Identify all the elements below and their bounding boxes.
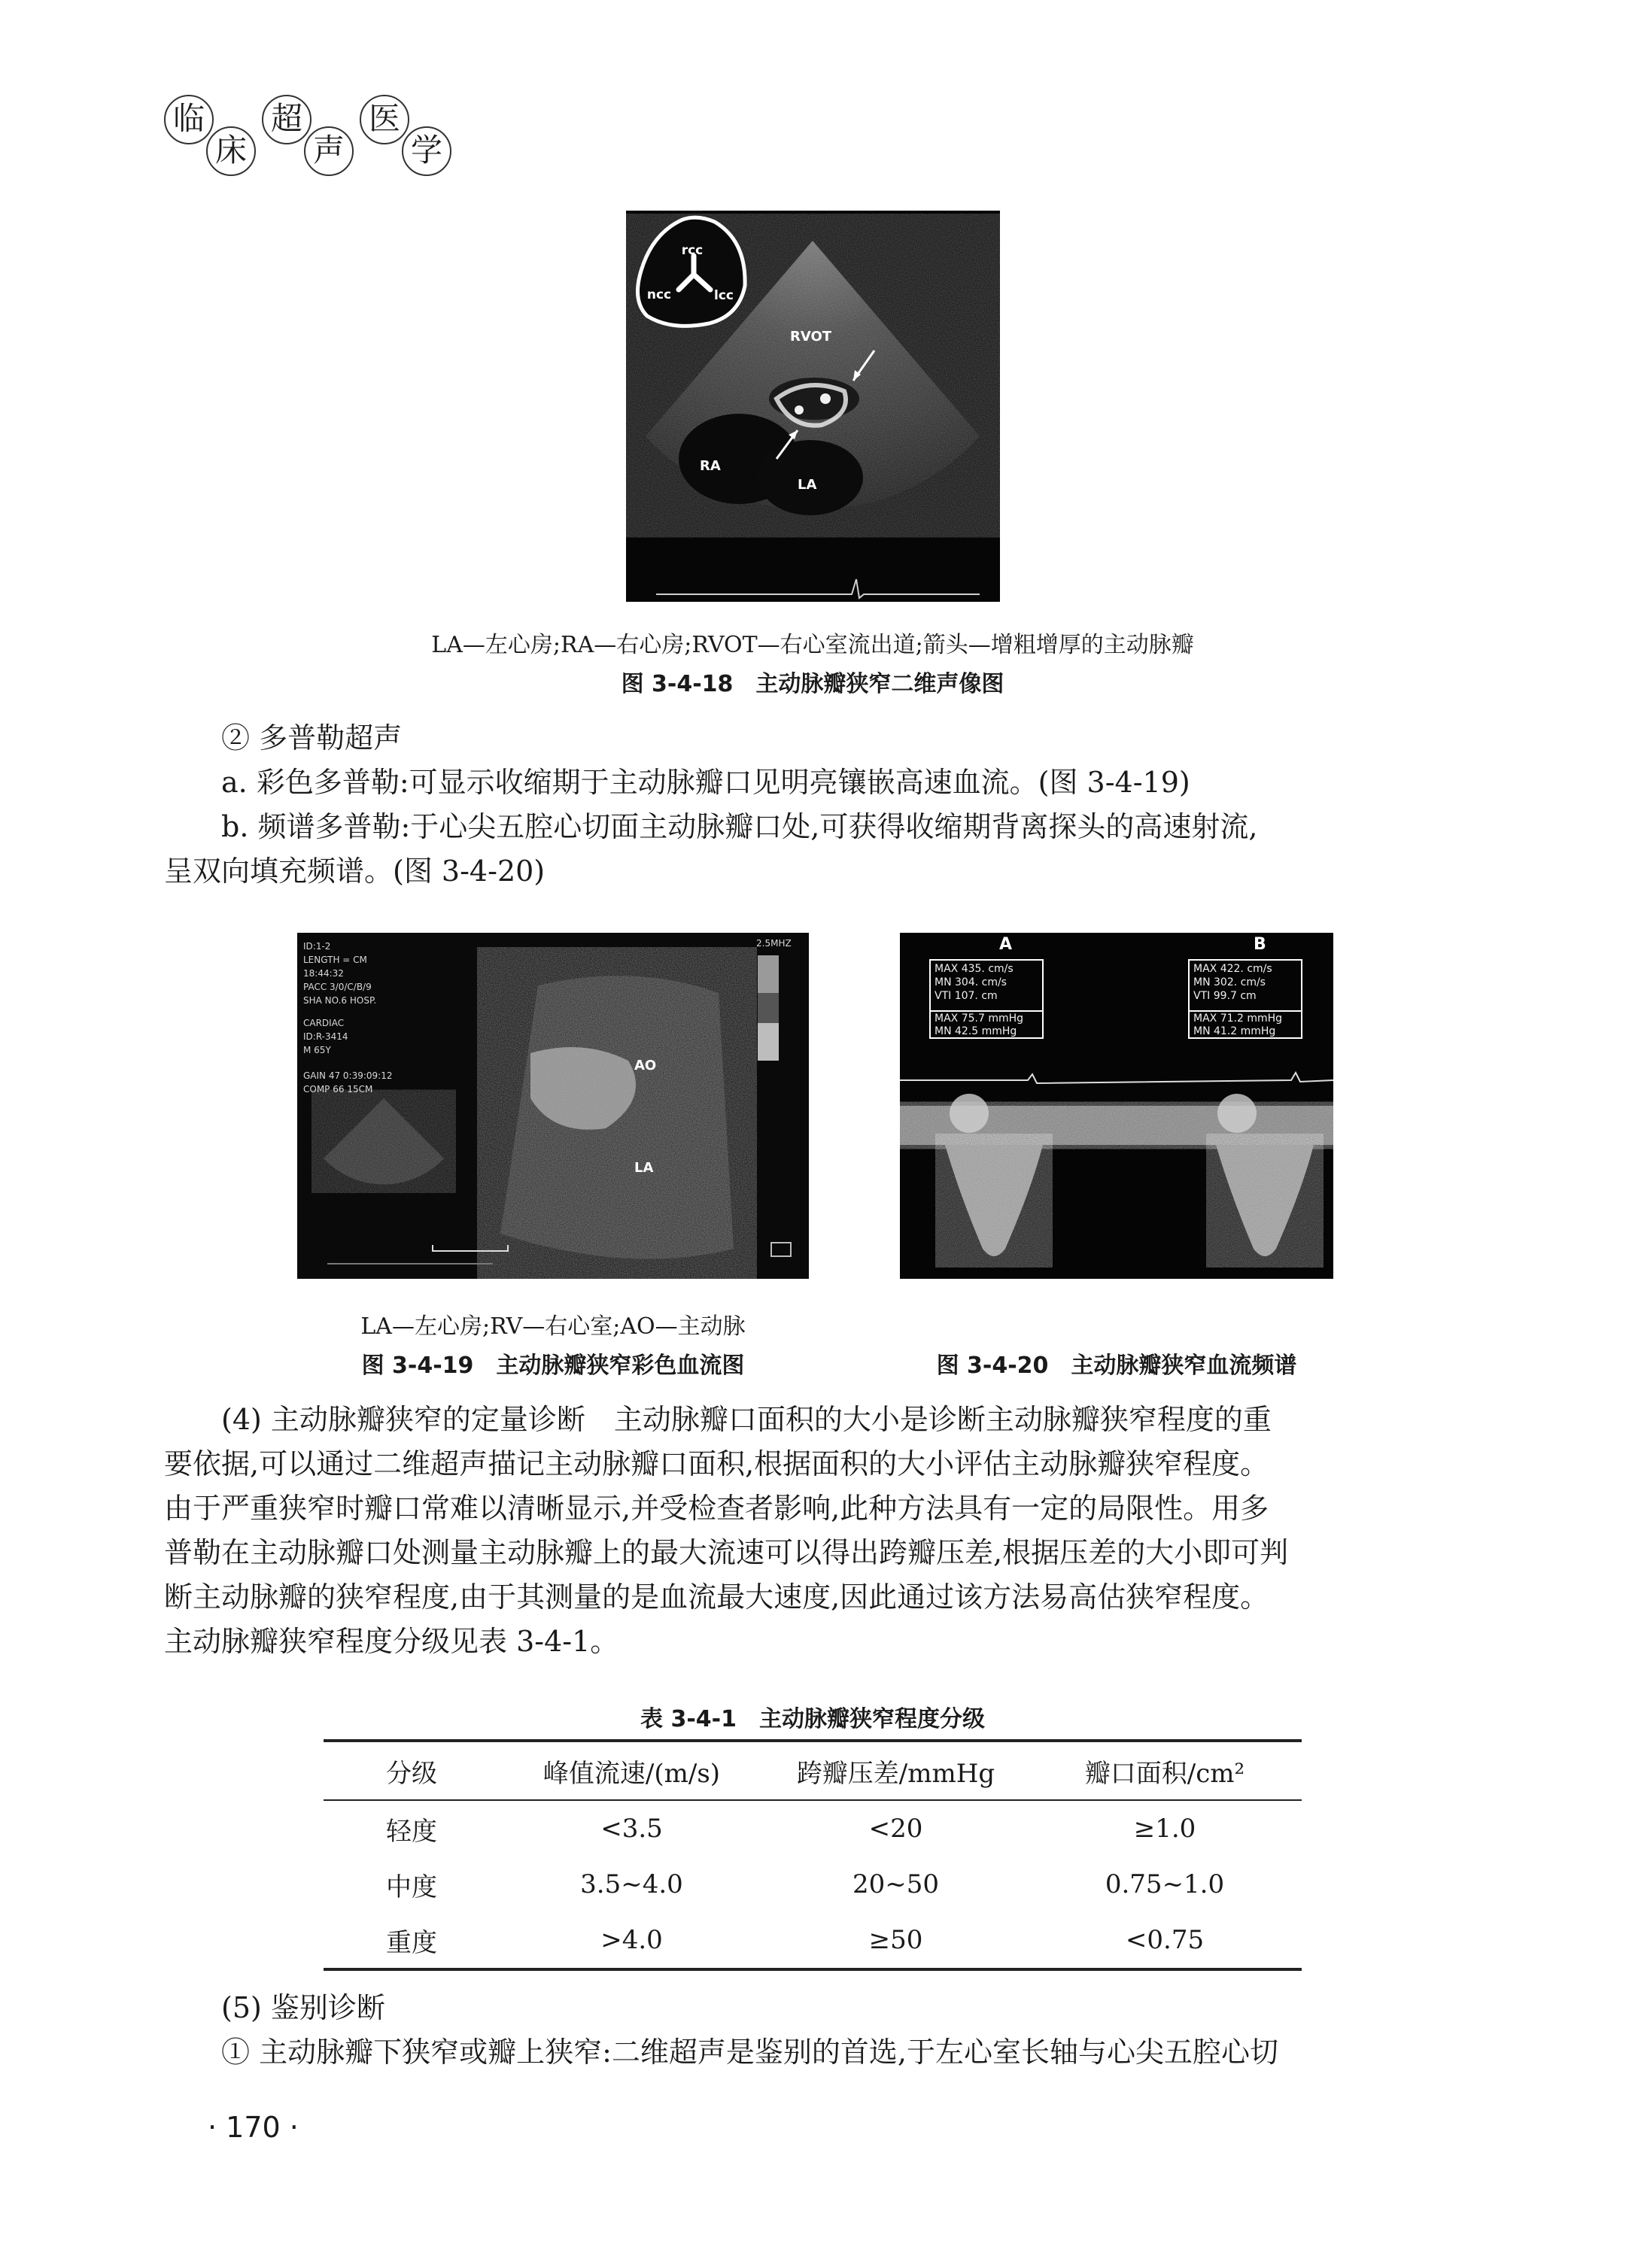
box-a-line: VTI 107. cm xyxy=(935,990,998,1002)
diff-item-1: ① 主动脉瓣下狭窄或瓣上狭窄:二维超声是鉴别的首选,于左心室长轴与心尖五腔心切 xyxy=(221,2036,1278,2069)
box-b-line: MN 302. cm/s xyxy=(1193,976,1266,988)
table-title: 表 3-4-1 主动脉瓣狭窄程度分级 xyxy=(640,1706,985,1732)
figure-3-4-20-spectral-doppler-image xyxy=(900,933,1333,1279)
book-title-char: 学 xyxy=(402,126,451,176)
table-header-cell: 分级 xyxy=(324,1741,500,1800)
table-cell: ≥50 xyxy=(868,1925,923,1955)
table-cell: 中度 xyxy=(386,1872,437,1902)
doppler-item-b-line1: b. 频谱多普勒:于心尖五腔心切面主动脉瓣口处,可获得收缩期背离探头的高速射流, xyxy=(221,810,1258,843)
book-title-char: 床 xyxy=(206,126,256,176)
table-header-cell: 峰值流速/(m/s) xyxy=(500,1741,764,1800)
figure-3-4-19-title: 图 3-4-19 主动脉瓣狭窄彩色血流图 xyxy=(361,1353,745,1379)
label-ra: RA xyxy=(700,458,721,474)
measurement-box-b xyxy=(1189,960,1302,1038)
quant-line: 由于严重狭窄时瓣口常难以清晰显示,并受检查者影响,此种方法具有一定的局限性。用多 xyxy=(164,1492,1269,1525)
table-row xyxy=(324,1857,1302,1912)
grading-table-wrapper xyxy=(324,1739,1302,1971)
table-cell: >4.0 xyxy=(600,1925,663,1955)
measurement-box-a xyxy=(930,960,1043,1038)
book-title-char: 医 xyxy=(360,95,409,144)
table-row xyxy=(324,1912,1302,1969)
panel-label-b: B xyxy=(1254,935,1266,954)
table-header-cell: 跨瓣压差/mmHg xyxy=(764,1741,1028,1800)
screen-text-line: 18:44:32 xyxy=(303,968,344,979)
book-title-char: 超 xyxy=(262,95,312,144)
table-header-row xyxy=(324,1741,1302,1800)
freq-readout: 2.5MHZ xyxy=(756,938,792,949)
label-rvot: RVOT xyxy=(790,329,832,345)
box-a-line: MAX 75.7 mmHg xyxy=(935,1013,1024,1025)
box-b-line: MAX 422. cm/s xyxy=(1193,963,1272,975)
table-cell: 20~50 xyxy=(852,1869,939,1899)
grading-table xyxy=(324,1739,1302,1971)
doppler-item-a: a. 彩色多普勒:可显示收缩期于主动脉瓣口见明亮镶嵌高速血流。(图 3-4-19) xyxy=(221,766,1190,799)
quant-line: 普勒在主动脉瓣口处测量主动脉瓣上的最大流速可以得出跨瓣压差,根据压差的大小即可判 xyxy=(164,1536,1289,1569)
table-cell: <20 xyxy=(868,1814,923,1844)
screen-text-line: GAIN 47 0:39:09:12 xyxy=(303,1070,393,1081)
quant-section xyxy=(164,1398,1466,1664)
diff-heading: (5) 鉴别诊断 xyxy=(221,1991,385,2024)
screen-text-line: LENGTH = CM xyxy=(303,955,367,965)
label-la: LA xyxy=(798,477,817,493)
ultrasound-2d-svg xyxy=(626,211,1000,602)
table-cell: 轻度 xyxy=(386,1816,437,1847)
screen-text-line: CARDIAC xyxy=(303,1018,345,1028)
quant-line: 断主动脉瓣的狭窄程度,由于其测量的是血流最大速度,因此通过该方法易高估狭窄程度。 xyxy=(164,1580,1269,1614)
box-a-line: MN 304. cm/s xyxy=(935,976,1007,988)
table-cell: 3.5~4.0 xyxy=(580,1869,683,1899)
table-cell: <0.75 xyxy=(1125,1925,1205,1955)
book-title-char: 临 xyxy=(164,95,214,144)
quant-line: (4) 主动脉瓣狭窄的定量诊断 主动脉瓣口面积的大小是诊断主动脉瓣狭窄程度的重 xyxy=(221,1403,1272,1436)
label-rcc: rcc xyxy=(681,243,704,258)
table-row xyxy=(324,1800,1302,1857)
figure-3-4-20-title: 图 3-4-20 主动脉瓣狭窄血流频谱 xyxy=(936,1353,1297,1379)
label-lcc: lcc xyxy=(714,288,734,303)
box-a-line: MAX 435. cm/s xyxy=(935,963,1014,975)
screen-text-line: PACC 3/0/C/B/9 xyxy=(303,982,372,992)
table-cell: 重度 xyxy=(386,1927,437,1958)
page-number: · 170 · xyxy=(208,2111,299,2144)
diff-section xyxy=(164,1986,1466,2075)
figure-3-4-18-ultrasound-image xyxy=(626,211,1000,602)
table-header-cell: 瓣口面积/cm² xyxy=(1028,1741,1302,1800)
table-cell: <3.5 xyxy=(600,1814,663,1844)
screen-text-line: COMP 66 15CM xyxy=(303,1084,373,1095)
table-cell: 0.75~1.0 xyxy=(1105,1869,1225,1899)
ecg-trace xyxy=(900,1073,1333,1083)
screen-text-line: ID:1-2 xyxy=(303,941,331,952)
label-la: LA xyxy=(634,1160,654,1176)
quant-line: 主动脉瓣狭窄程度分级见表 3-4-1。 xyxy=(164,1625,619,1658)
book-title-char: 声 xyxy=(304,126,354,176)
quant-line: 要依据,可以通过二维超声描记主动脉瓣口面积,根据面积的大小评估主动脉瓣狭窄程度。 xyxy=(164,1447,1269,1480)
box-b-line: VTI 99.7 cm xyxy=(1193,990,1257,1002)
box-b-line: MN 41.2 mmHg xyxy=(1193,1025,1276,1037)
panel-label-a: A xyxy=(999,935,1013,954)
color-doppler-svg xyxy=(297,933,809,1279)
figure-3-4-18-title: 图 3-4-18 主动脉瓣狭窄二维声像图 xyxy=(621,671,1004,697)
doppler-item-b-line2: 呈双向填充频谱。(图 3-4-20) xyxy=(164,855,546,888)
doppler-section xyxy=(164,716,1466,894)
box-a-line: MN 42.5 mmHg xyxy=(935,1025,1017,1037)
screen-text-line: SHA NO.6 HOSP. xyxy=(303,995,377,1006)
screen-text-line: ID:R-3414 xyxy=(303,1031,348,1042)
figure-3-4-19-note: LA—左心房;RV—右心室;AO—主动脉 xyxy=(360,1313,746,1340)
label-ao: AO xyxy=(634,1058,657,1073)
box-b-line: MAX 71.2 mmHg xyxy=(1193,1013,1283,1025)
figure-3-4-18-note: LA—左心房;RA—右心房;RVOT—右心室流出道;箭头—增粗增厚的主动脉瓣 xyxy=(431,632,1194,658)
label-ncc: ncc xyxy=(646,287,672,302)
book-title xyxy=(164,95,465,185)
screen-text-line: M 65Y xyxy=(303,1045,331,1055)
doppler-heading: ② 多普勒超声 xyxy=(221,721,403,754)
table-cell: ≥1.0 xyxy=(1133,1814,1196,1844)
ecg-trace xyxy=(656,579,980,598)
figure-3-4-19-color-doppler-image xyxy=(297,933,809,1279)
spectral-doppler-svg xyxy=(900,933,1333,1279)
